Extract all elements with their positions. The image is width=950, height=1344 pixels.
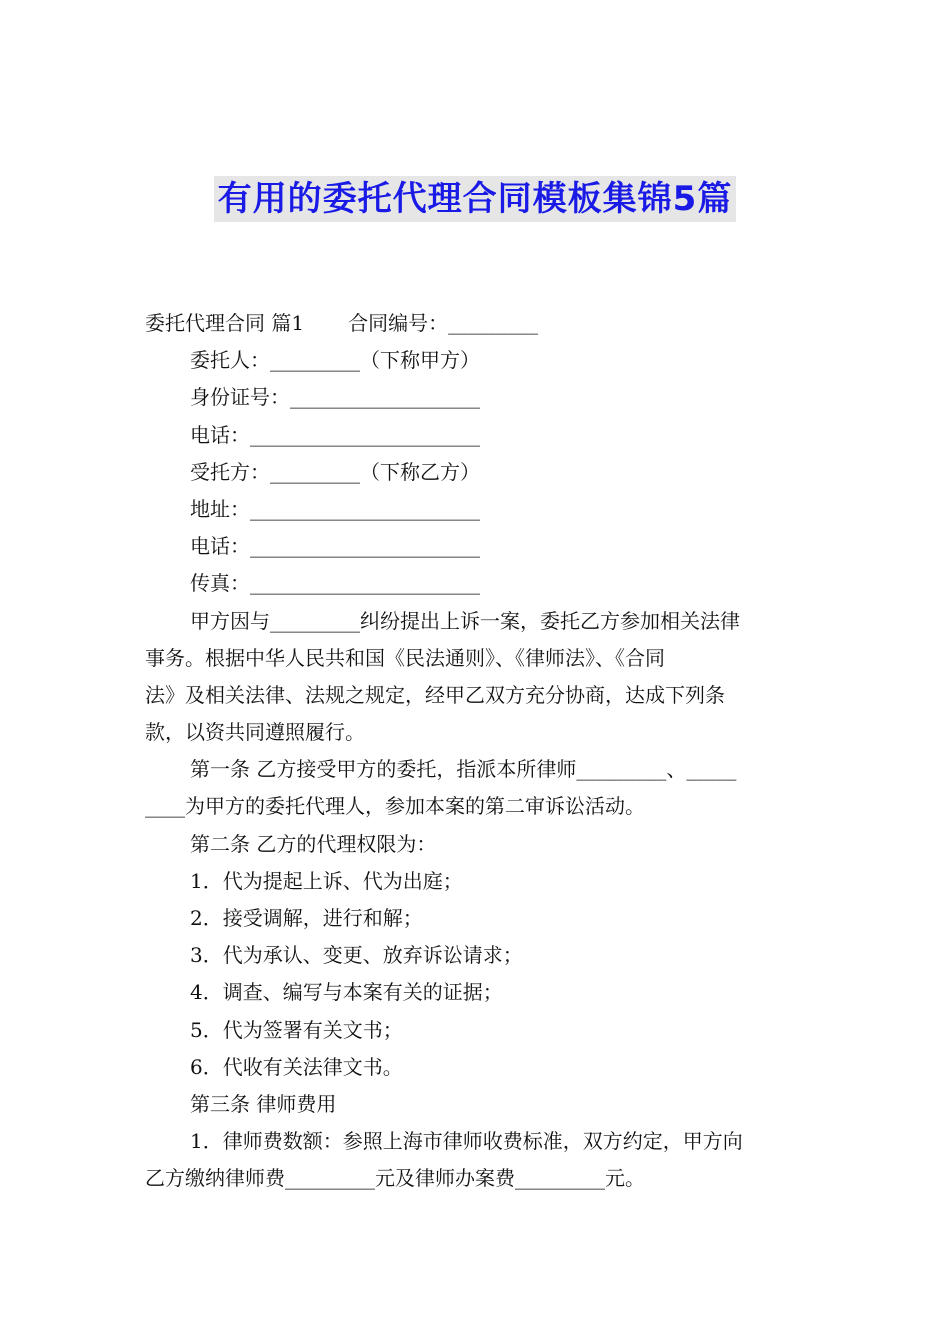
intro-line: 甲方因与_________纠纷提出上诉一案，委托乙方参加相关法律 xyxy=(190,608,740,633)
field-line: 身份证号：___________________ xyxy=(190,385,480,410)
article3-item-line: 乙方缴纳律师费_________元及律师办案费_________元。 xyxy=(145,1166,645,1191)
article3-heading: 第三条 律师费用 xyxy=(190,1091,337,1116)
article2-item: 5．代为签署有关文书； xyxy=(190,1017,403,1042)
field-line: 受托方：_________（下称乙方） xyxy=(190,459,480,484)
document-body xyxy=(145,305,807,1198)
field-line: 地址：_______________________ xyxy=(190,496,480,521)
intro-line: 法》及相关法律、法规之规定，经甲乙双方充分协商，达成下列条 xyxy=(145,682,725,707)
article2-item: 6．代收有关法律文书。 xyxy=(190,1054,403,1079)
contract-number: 合同编号：_________ xyxy=(348,311,539,335)
field-line: 委托人：_________（下称甲方） xyxy=(190,348,480,373)
article2-item: 4．调查、编写与本案有关的证据； xyxy=(190,980,503,1005)
intro-line: 款，以资共同遵照履行。 xyxy=(145,720,365,745)
article2-item: 1．代为提起上诉、代为出庭； xyxy=(190,868,463,893)
document-title-wrap xyxy=(0,176,950,222)
article2-item: 3．代为承认、变更、放弃诉讼请求； xyxy=(190,943,523,968)
field-line: 电话：_______________________ xyxy=(190,534,480,559)
contract-header-line xyxy=(145,305,807,342)
article1-line: 第一条 乙方接受甲方的委托，指派本所律师_________、_____ xyxy=(190,757,737,782)
field-line: 传真：_______________________ xyxy=(190,571,480,596)
document-title: 有用的委托代理合同模板集锦5篇 xyxy=(214,176,737,222)
article2-heading: 第二条 乙方的代理权限为： xyxy=(190,831,437,856)
intro-line: 事务。根据中华人民共和国《民法通则》、《律师法》、《合同 xyxy=(145,645,665,670)
article2-item: 2．接受调解，进行和解； xyxy=(190,906,423,930)
field-line: 电话：_______________________ xyxy=(190,422,480,447)
contract-heading: 委托代理合同 篇1 xyxy=(145,311,305,335)
article3-item-line: 1．律师费数额：参照上海市律师收费标准，双方约定，甲方向 xyxy=(190,1129,743,1154)
article1-line: ____为甲方的委托代理人，参加本案的第二审诉讼活动。 xyxy=(145,794,645,819)
